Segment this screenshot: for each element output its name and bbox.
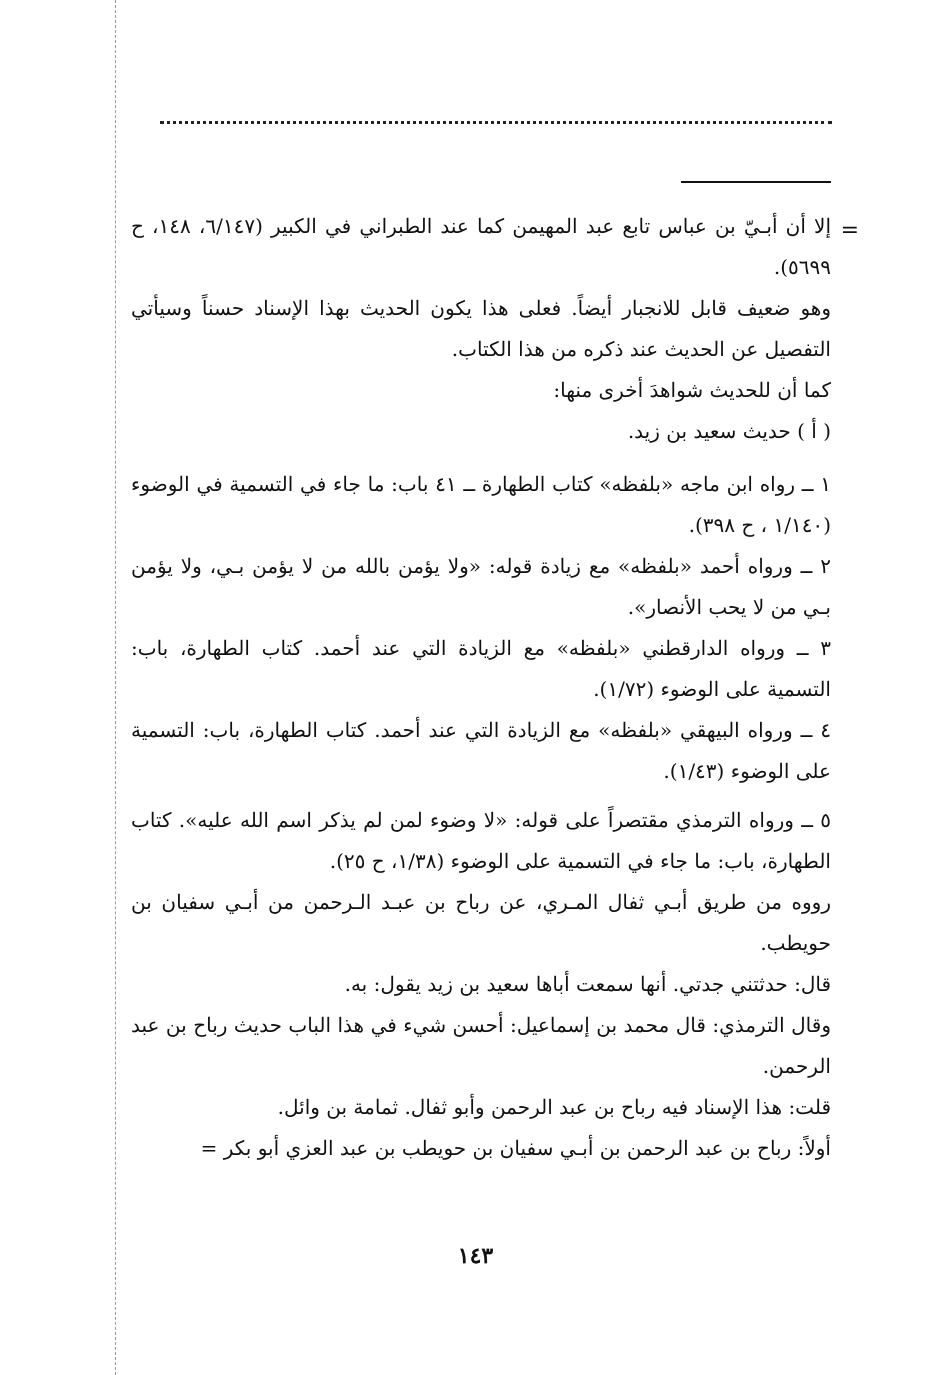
paragraph-ibn-majah: ١ ــ رواه ابن ماجه «بلفظه» كتاب الطهارة ــ ٤١ باب: ما جاء في التسمية في الوضوء (١/١٤٠ ، ح ٣٩٨).: [131, 472, 832, 537]
paragraph-tabarani: إلا أن أبـيّ بن عباس تابع عبد المهيمن كما عند الطبراني في الكبير (٦/١٤٧، ١٤٨، ح ٥٦٩٩).: [131, 214, 832, 279]
paragraph-hadith-said: ( أ ) حديث سعيد بن زيد.: [627, 419, 831, 443]
paragraph-tirmidhi-bukhari: وقال الترمذي: قال محمد بن إسماعيل: أحسن شيء في هذا الباب حديث رباح بن عبد الرحمن.: [131, 1013, 831, 1078]
page-number: ١٤٣: [457, 1243, 494, 1269]
footnote-rule: [681, 181, 831, 183]
paragraph-grandmother: قال: حدثتني جدتي. أنها سمعت أباها سعيد بن زيد يقول: به.: [344, 972, 831, 996]
paragraph-other-witnesses: كما أن للحديث شواهدَ أخرى منها:: [553, 378, 831, 402]
continuation-mark: =: [840, 218, 859, 243]
dotted-separator: [160, 121, 832, 132]
paragraph-first-rabah: أولاً: رباح بن عبد الرحمن بن أبـي سفيان بن حويطب بن عبد العزي أبو بكر =: [200, 1136, 831, 1160]
paragraph-isnad-note: قلت: هذا الإسناد فيه رباح بن عبد الرحمن وأبو ثفال. ثمامة بن وائل.: [277, 1095, 831, 1119]
paragraph-bayhaqi: ٤ ــ ورواه البيهقي «بلفظه» مع الزيادة التي عند أحمد. كتاب الطهارة، باب: التسمية على الوضوء (١/٤٣).: [131, 718, 831, 783]
paragraph-ahmad: ٢ ــ ورواه أحمد «بلفظه» مع زيادة قوله: «ولا يؤمن بالله من لا يؤمن بـي، ولا يؤمن بـي من لا يحب الأنصار».: [131, 554, 831, 619]
paragraph-narration-chain: رووه من طريق أبـي ثفال المـري، عن رباح بن عبـد الـرحمن من أبـي سفيان بن حويطب.: [131, 890, 831, 955]
paragraph-weak-chain: وهو ضعيف قابل للانجبار أيضاً. فعلى هذا يكون الحديث بهذا الإسناد حسناً وسيأتي التفصيل عن الحديث عند ذكره من هذا الكتاب.: [131, 296, 831, 361]
scan-gutter-line: [115, 0, 116, 1375]
paragraph-tirmidhi: ٥ ــ ورواه الترمذي مقتصراً على قوله: «لا وضوء لمن لم يذكر اسم الله عليه». كتاب الطهارة، باب: ما جاء في التسمية على الوضوء (١/٣٨، ح ٢٥).: [131, 808, 831, 873]
paragraph-daraqutni: ٣ ــ ورواه الدارقطني «بلفظه» مع الزيادة التي عند أحمد. كتاب الطهارة، باب: التسمية على الوضوء (١/٧٢).: [131, 636, 831, 701]
footnote-text: [131, 206, 831, 1169]
